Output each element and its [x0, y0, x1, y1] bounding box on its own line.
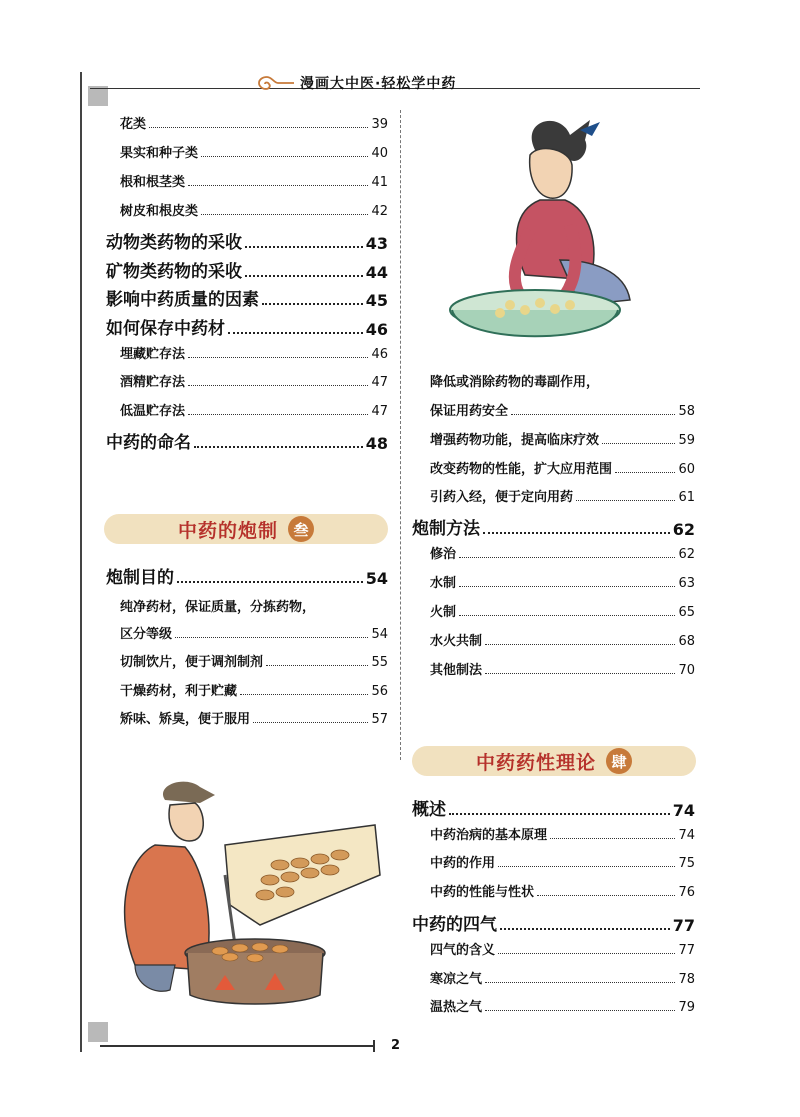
toc-entry[interactable]: 增强药物功能，提高临床疗效 59 — [430, 433, 695, 448]
toc-entry-title: 低温贮存法 — [120, 404, 186, 419]
toc-entry[interactable] — [106, 428, 388, 453]
dot-leader — [245, 246, 363, 248]
toc-entry-page: 74 — [678, 828, 695, 843]
toc-entry-page: 62 — [678, 547, 695, 562]
toc-entry-title: 水制 — [430, 576, 457, 591]
toc-entry[interactable]: 区分等级 54 — [120, 627, 388, 642]
toc-entry-title: 寒凉之气 — [430, 972, 483, 987]
toc-entry-page: 40 — [371, 146, 388, 161]
toc-entry-title: 树皮和根皮类 — [120, 204, 199, 219]
toc-entry[interactable]: 切制饮片，便于调剂制剂 55 — [120, 655, 388, 670]
toc-entry[interactable] — [430, 630, 695, 649]
swirl-ornament-icon — [256, 74, 296, 92]
toc-entry[interactable] — [120, 200, 388, 219]
toc-entry[interactable]: 炮制方法 62 — [412, 519, 695, 539]
toc-entry-title: 概述 — [412, 800, 446, 820]
toc-entry[interactable] — [120, 400, 388, 419]
corner-marker-top — [88, 86, 108, 106]
section-banner-paozhi — [104, 514, 388, 544]
toc-entry-title: 其他制法 — [430, 663, 483, 678]
man-roasting-herbs-illustration — [95, 775, 390, 1015]
toc-entry-line[interactable]: 纯净药材，保证质量，分拣药物， — [120, 600, 316, 615]
toc-entry-title: 酒精贮存法 — [120, 375, 186, 390]
page-number: 2 — [391, 1038, 401, 1053]
toc-entry-title: 埋藏贮存法 — [120, 347, 186, 362]
dot-leader — [188, 385, 368, 386]
toc-entry-title: 水火共制 — [430, 634, 483, 649]
dot-leader — [459, 586, 675, 587]
dot-leader — [262, 303, 363, 305]
section-number-badge: 肆 — [606, 748, 632, 774]
toc-entry-title: 温热之气 — [430, 1000, 483, 1015]
section-title: 中药药性理论 — [475, 751, 596, 774]
dot-leader — [201, 156, 368, 157]
dot-leader — [188, 414, 368, 415]
dot-leader — [485, 644, 675, 645]
toc-entry[interactable] — [106, 257, 388, 282]
toc-entry[interactable] — [120, 171, 388, 190]
toc-entry-title: 如何保存中药材 — [106, 319, 225, 339]
book-title: 漫画大中医·轻松学中药 — [300, 76, 457, 92]
toc-entry-page: 79 — [678, 1000, 695, 1015]
toc-entry-page: 77 — [678, 943, 695, 958]
dot-leader — [449, 813, 670, 815]
woman-washing-herbs-illustration — [440, 110, 650, 350]
dot-leader — [201, 214, 368, 215]
toc-entry-line[interactable]: 降低或消除药物的毒副作用， — [430, 375, 600, 390]
toc-entry-page: 74 — [672, 801, 695, 820]
toc-entry-title: 中药的命名 — [106, 433, 191, 453]
toc-entry-page: 68 — [678, 634, 695, 649]
toc-entry[interactable] — [430, 572, 695, 591]
toc-entry[interactable]: 改变药物的性能，扩大应用范围 60 — [430, 462, 695, 477]
dot-leader — [188, 357, 368, 358]
toc-entry-title: 四气的含义 — [430, 943, 496, 958]
toc-entry-title: 果实和种子类 — [120, 146, 199, 161]
dot-leader — [459, 615, 675, 616]
toc-entry[interactable]: 保证用药安全 58 — [430, 404, 695, 419]
dot-leader — [245, 275, 363, 277]
toc-entry-page: 75 — [678, 856, 695, 871]
section-title: 中药的炮制 — [177, 519, 278, 542]
dot-leader — [500, 928, 670, 930]
toc-entry[interactable] — [430, 543, 695, 562]
toc-entry-page: 70 — [678, 663, 695, 678]
toc-entry-title: 中药治病的基本原理 — [430, 828, 548, 843]
toc-entry-page: 76 — [678, 885, 695, 900]
toc-entry-page: 47 — [371, 404, 388, 419]
toc-entry[interactable] — [106, 228, 388, 253]
toc-entry[interactable]: 干燥药材，利于贮藏 56 — [120, 684, 388, 699]
toc-entry-page: 44 — [365, 263, 388, 282]
toc-entry-page: 46 — [371, 347, 388, 362]
toc-entry-title: 影响中药质量的因素 — [106, 290, 259, 310]
section-banner-yaoxing — [412, 746, 696, 776]
toc-entry[interactable] — [430, 852, 695, 871]
toc-entry[interactable] — [430, 601, 695, 620]
toc-entry-page: 78 — [678, 972, 695, 987]
dot-leader — [498, 953, 675, 954]
toc-entry-page: 41 — [371, 175, 388, 190]
toc-entry[interactable] — [412, 795, 695, 820]
column-divider — [400, 110, 401, 760]
toc-entry[interactable] — [430, 996, 695, 1015]
dot-leader — [550, 838, 675, 839]
toc-entry-page: 45 — [365, 291, 388, 310]
toc-entry-page: 65 — [678, 605, 695, 620]
dot-leader — [537, 895, 675, 896]
toc-entry-title: 矿物类药物的采收 — [106, 262, 242, 282]
toc-entry[interactable] — [106, 285, 388, 310]
footer-rule — [100, 1045, 373, 1047]
toc-entry[interactable] — [412, 910, 695, 935]
toc-entry[interactable]: 炮制目的 54 — [106, 568, 388, 588]
dot-leader — [485, 673, 675, 674]
toc-entry[interactable]: 矫味、矫臭，便于服用 57 — [120, 712, 388, 727]
dot-leader — [459, 557, 675, 558]
toc-entry[interactable] — [120, 113, 388, 132]
dot-leader — [228, 332, 363, 334]
toc-entry[interactable] — [120, 142, 388, 161]
toc-entry-title: 修治 — [430, 547, 457, 562]
toc-entry-title: 中药的性能与性状 — [430, 885, 535, 900]
toc-entry[interactable] — [430, 881, 695, 900]
toc-entry[interactable] — [120, 343, 388, 362]
left-margin-rule — [80, 72, 82, 1052]
toc-entry-title: 火制 — [430, 605, 457, 620]
toc-entry[interactable] — [430, 939, 695, 958]
toc-entry-page: 46 — [365, 320, 388, 339]
toc-entry[interactable]: 引药入经，便于定向用药 61 — [430, 490, 695, 505]
toc-entry-page: 63 — [678, 576, 695, 591]
toc-entry-title: 花类 — [120, 117, 147, 132]
dot-leader — [149, 127, 368, 128]
dot-leader — [498, 866, 675, 867]
toc-entry-page: 77 — [672, 916, 695, 935]
toc-entry-title: 根和根茎类 — [120, 175, 186, 190]
section-number-badge: 叁 — [288, 516, 314, 542]
dot-leader — [194, 446, 363, 448]
toc-entry[interactable] — [430, 968, 695, 987]
toc-entry[interactable] — [430, 824, 695, 843]
toc-entry[interactable] — [120, 371, 388, 390]
corner-marker-bottom — [88, 1022, 108, 1042]
toc-entry-page: 39 — [371, 117, 388, 132]
footer-tick — [373, 1040, 375, 1052]
dot-leader — [485, 982, 675, 983]
toc-entry-title: 中药的四气 — [412, 915, 497, 935]
toc-entry[interactable] — [430, 659, 695, 678]
dot-leader — [485, 1010, 675, 1011]
dot-leader — [188, 185, 368, 186]
toc-entry-page: 43 — [365, 234, 388, 253]
toc-entry-page: 42 — [371, 204, 388, 219]
toc-entry-title: 动物类药物的采收 — [106, 233, 242, 253]
toc-entry-title: 中药的作用 — [430, 856, 496, 871]
toc-entry[interactable] — [106, 314, 388, 339]
toc-entry-page: 48 — [365, 434, 388, 453]
toc-entry-page: 47 — [371, 375, 388, 390]
